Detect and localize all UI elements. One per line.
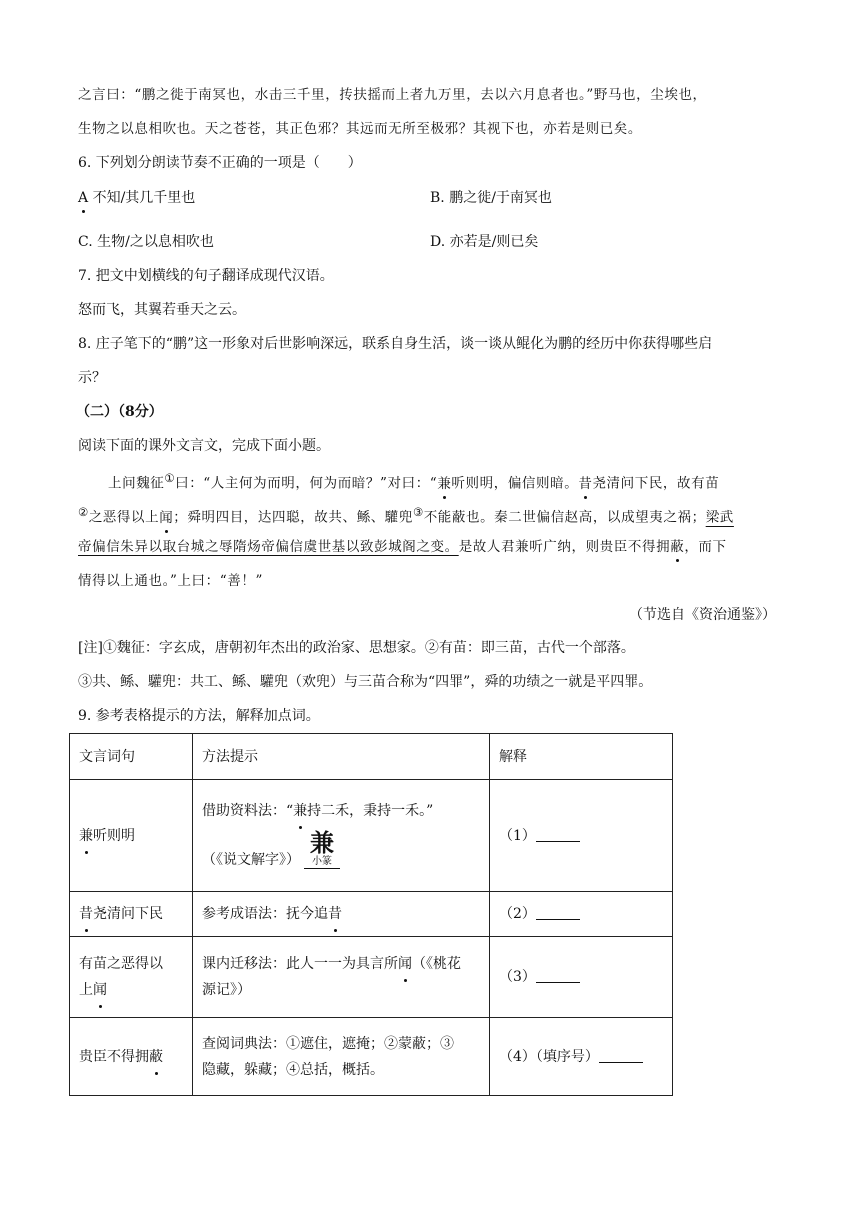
footnote-marker-1: ① (164, 472, 176, 485)
phrase-text: 有苗之恶得以 (79, 956, 163, 972)
question-8-line-1: 8. 庄子笔下的“鹏”这一形象对后世影响深远，联系自身生活，谈一谈从鲲化为鹏的经历中你获得哪些启 (78, 336, 713, 352)
question-6-option-a (78, 188, 195, 208)
passage-2-line-2 (78, 503, 734, 528)
passage-2-line-3 (78, 537, 727, 557)
table-row (70, 1018, 673, 1096)
seal-caption: 小篆 (304, 856, 340, 869)
seal-script-glyph (304, 830, 340, 869)
notes-line-1: [注]①魏征：字玄成，唐朝初年杰出的政治家、思想家。②有苗：即三苗，古代一个部落。 (78, 640, 635, 656)
passage-2-line-4: 情得以上通也。”上曰：“善！” (78, 573, 263, 589)
answer-label: （3） (499, 969, 536, 985)
answer-label: （1） (499, 827, 536, 844)
method-text: 查阅词典法：①遮住，遮掩；②蒙蔽；③ (202, 1035, 454, 1052)
dotted-word: 兼 (79, 823, 93, 849)
method-source: （《说文解字》） (202, 852, 300, 868)
dotted-word: 蔽 (149, 1044, 163, 1070)
answer-blank[interactable] (536, 827, 580, 842)
passage-tail-line-1: 之言曰：“鹏之徙于南冥也，水击三千里，抟扶摇而上者九万里，去以六月息者也。”野马也，尘埃也， (78, 87, 707, 103)
phrase-text: 上 (79, 982, 93, 998)
table-row (70, 892, 673, 937)
question-6-option-d: D. 亦若是/则已矣 (430, 234, 539, 250)
phrase-cell (70, 780, 193, 892)
question-6-option-c: C. 生物/之以息相吹也 (78, 234, 214, 250)
passage-tail-line-2: 生物之以息相吹也。天之苍苍，其正色邪？其远而无所至极邪？其视下也，亦若是则已矣。 (78, 121, 642, 137)
phrase-cell (70, 892, 193, 937)
phrase-text: 听则明 (93, 827, 135, 844)
table-row (70, 937, 673, 1018)
notes-line-2: ③共、鲧、驩兜：共工、鲧、驩兜（欢兜）与三苗合称为“四罪”，舜的功绩之一就是平四罪。 (78, 674, 653, 690)
answer-cell (490, 892, 673, 937)
footnote-marker-3: ③ (413, 506, 424, 519)
answer-blank[interactable] (599, 1048, 643, 1063)
dotted-word-xi: 昔 (578, 475, 593, 492)
answer-label: （2） (499, 906, 536, 922)
method-cell (193, 1018, 490, 1096)
method-text: （《桃花 (412, 956, 461, 972)
method-cell (193, 892, 490, 937)
phrase-text: 尧清问下民 (93, 906, 163, 922)
dotted-word: 兼 (293, 798, 307, 824)
underlined-sentence: 帝偏信朱异以取台城之辱隋炀帝偏信虞世基以致彭城阁之变。 (78, 539, 459, 555)
header-cell: 方法提示 (193, 734, 490, 780)
question-6-option-b: B. 鹏之徙/于南冥也 (430, 190, 552, 206)
passage-text: 曰：“人主何为而明，何为而暗？”对曰：“ (175, 475, 438, 492)
passage-text: 上问魏征 (108, 475, 165, 492)
dotted-word-jian: 兼 (437, 475, 452, 492)
method-cell (193, 780, 490, 892)
question-9-stem: 9. 参考表格提示的方法，解释加点词。 (78, 708, 320, 724)
dotted-word: 昔 (79, 901, 93, 927)
question-8-line-2: 示？ (78, 370, 106, 386)
table-header-row (70, 734, 673, 780)
answer-label: （4）（填序号） (499, 1048, 599, 1065)
dotted-word: 闻 (398, 951, 412, 977)
dotted-word-bi: 蔽 (670, 539, 685, 555)
answer-cell (490, 937, 673, 1018)
footnote-marker-2: ② (78, 506, 89, 519)
passage-text: 不能蔽也。秦二世偏信赵高，以成望夷之祸； (423, 509, 706, 526)
method-text: 参考成语法：抚今追 (202, 906, 328, 922)
method-cell (193, 937, 490, 1018)
answer-blank[interactable] (536, 968, 580, 983)
section-2-instruction: 阅读下面的课外文言文，完成下面小题。 (78, 438, 330, 454)
vocabulary-table (69, 733, 673, 1096)
method-text: 隐藏，躲藏；④总括，概括。 (202, 1061, 384, 1078)
header-cell: 文言词句 (70, 734, 193, 780)
section-2-heading: （二）（8分） (76, 404, 163, 420)
answer-blank[interactable] (536, 905, 580, 920)
answer-cell (490, 1018, 673, 1096)
passage-text: 之恶得以上 (88, 509, 160, 526)
option-a-letter: A (78, 190, 89, 206)
method-text: 借助资料法：“ (202, 803, 294, 819)
question-7-sentence: 怒而飞，其翼若垂天之云。 (78, 302, 246, 318)
passage-text: ，而下 (684, 539, 727, 555)
dotted-word-wen: 闻 (159, 509, 174, 526)
question-7-stem: 7. 把文中划横线的句子翻译成现代汉语。 (78, 268, 334, 284)
underlined-sentence-start: 梁武 (705, 509, 734, 526)
answer-cell (490, 780, 673, 892)
phrase-cell (70, 1018, 193, 1096)
seal-character: 兼 (310, 828, 334, 857)
passage-text: 尧清问下民，故有苗 (592, 475, 720, 492)
method-text: 源记》） (202, 982, 251, 998)
passage-text: ；舜明四目，达四聪，故共、鲧、驩兜 (173, 509, 413, 526)
phrase-cell (70, 937, 193, 1018)
header-cell: 解释 (490, 734, 673, 780)
passage-2-line-1 (108, 469, 719, 494)
passage-text: 是故人君兼听广纳，则贵臣不得拥 (458, 539, 671, 555)
method-text: 课内迁移法：此人一一为具言所 (202, 956, 398, 972)
dotted-word: 闻 (93, 977, 107, 1003)
source-citation: （节选自《资治通鉴》） (629, 607, 776, 623)
dotted-word: 昔 (328, 901, 342, 927)
passage-text: 听则明，偏信则暗。 (451, 475, 579, 492)
phrase-text: 贵臣不得拥 (79, 1048, 149, 1065)
method-text: 持二禾，秉持一禾。” (307, 803, 434, 819)
question-6-stem: 6. 下列划分朗读节奏不正确的一项是（ ） (78, 155, 362, 171)
option-a-text: 不知/其几千里也 (92, 190, 196, 206)
table-row (70, 780, 673, 892)
